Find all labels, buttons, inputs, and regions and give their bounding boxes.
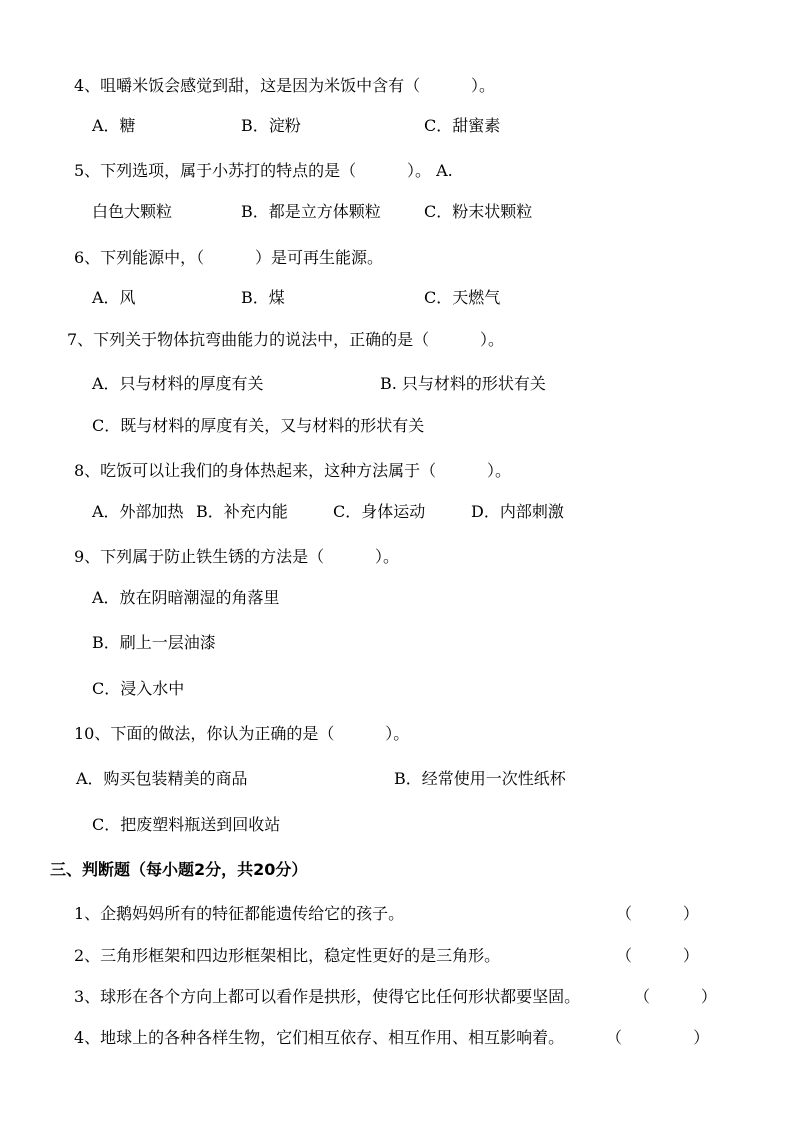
q8-option-b: B．补充内能 — [196, 502, 288, 521]
q6-option-a: A．风 — [92, 288, 136, 307]
judgement-item-1: 1、企鹅妈妈所有的特征都能遗传给它的孩子。 — [74, 904, 405, 923]
judgement-blank-3: （ ） — [634, 987, 717, 1006]
q10-option-b: B．经常使用一次性纸杯 — [394, 769, 566, 788]
q5-option-b: B．都是立方体颗粒 — [241, 202, 381, 221]
judgement-item-4: 4、地球上的各种各样生物，它们相互依存、相互作用、相互影响着。 — [74, 1028, 565, 1047]
q8-option-a: A．外部加热 — [92, 502, 184, 521]
q4-option-c: C．甜蜜素 — [424, 116, 501, 135]
q10-stem: 10、下面的做法，你认为正确的是（ ）。 — [74, 724, 410, 743]
q7-stem: 7、下列关于物体抗弯曲能力的说法中，正确的是（ ）。 — [67, 330, 505, 349]
q6-option-b: B．煤 — [241, 288, 285, 307]
q9-option-a: A．放在阴暗潮湿的角落里 — [92, 588, 280, 607]
q5-option-a: 白色大颗粒 — [92, 202, 173, 221]
q4-option-a: A．糖 — [92, 116, 136, 135]
q7-option-c: C．既与材料的厚度有关，又与材料的形状有关 — [92, 416, 425, 435]
judgement-blank-1: （ ） — [616, 904, 699, 923]
q4-option-b: B．淀粉 — [241, 116, 301, 135]
q8-option-c: C．身体运动 — [333, 502, 426, 521]
judgement-item-2: 2、三角形框架和四边形框架相比，稳定性更好的是三角形。 — [74, 946, 501, 965]
q9-stem: 9、下列属于防止铁生锈的方法是（ ）。 — [74, 547, 400, 566]
q10-option-c: C．把废塑料瓶送到回收站 — [92, 815, 281, 834]
judgement-blank-4: （ ） — [606, 1028, 710, 1047]
q8-stem: 8、吃饭可以让我们的身体热起来，这种方法属于（ ）。 — [74, 461, 512, 480]
q6-option-c: C．天燃气 — [424, 288, 501, 307]
q7-option-b: B. 只与材料的形状有关 — [380, 374, 546, 393]
q5-stem: 5、下列选项，属于小苏打的特点的是（ ）。 A. — [74, 161, 453, 180]
q7-option-a: A．只与材料的厚度有关 — [92, 374, 264, 393]
q6-stem: 6、下列能源中，（ ）是可再生能源。 — [74, 248, 384, 267]
q8-option-d: D．内部刺激 — [471, 502, 564, 521]
q9-option-c: C．浸入水中 — [92, 679, 185, 698]
judgement-item-3: 3、球形在各个方向上都可以看作是拱形，使得它比任何形状都要坚固。 — [74, 987, 581, 1006]
q5-option-c: C．粉末状颗粒 — [424, 202, 533, 221]
q10-option-a: A．购买包装精美的商品 — [76, 769, 248, 788]
judgement-blank-2: （ ） — [616, 946, 699, 965]
q9-option-b: B．刷上一层油漆 — [92, 633, 216, 652]
q4-stem: 4、咀嚼米饭会感觉到甜，这是因为米饭中含有（ ）。 — [74, 76, 496, 95]
section-3-title: 三、判断题（每小题2分，共20分） — [50, 860, 308, 879]
